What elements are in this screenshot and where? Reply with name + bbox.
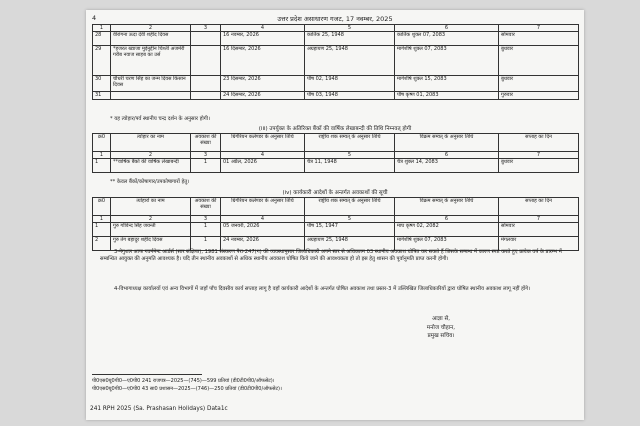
table-header-cell: सप्ताह का दिन: [499, 198, 579, 216]
table-header-cell: ग्रिगेरियन कलेण्डर के अनुसार तिथि: [221, 134, 305, 152]
table-cell: मंगलवार: [499, 237, 579, 251]
table-cell: अग्रहायण 25, 1948: [305, 46, 395, 76]
table-number-row: [93, 152, 579, 159]
table-cell: गुरुवार: [499, 92, 579, 100]
gazette-title: उत्तर प्रदेश असाधारण गजट, 17 नवम्बर, 2025: [277, 15, 393, 23]
table-header-cell: राष्ट्रीय शक सम्वत् के अनुसार तिथि: [305, 198, 395, 216]
table-row: [93, 32, 579, 46]
table-cell: 2: [111, 216, 191, 223]
table-cell: 1: [93, 216, 111, 223]
table-cell: 2: [93, 237, 111, 251]
table-cell: चैत्र शुक्ल 14, 2083: [395, 159, 499, 173]
table-cell: पौष कृष्ण 01, 2083: [395, 92, 499, 100]
table-cell: 5: [305, 152, 395, 159]
footer-divider: [92, 374, 202, 375]
table-cell: बुधवार: [499, 76, 579, 92]
footnote-banks-only: ** केवल बैंकों/कोषागार/उपकोषागारों हेतु।: [110, 179, 190, 185]
table-cell: 23 दिसम्बर, 2026: [221, 76, 305, 92]
table-cell: 7: [499, 152, 579, 159]
gazette-page: [86, 10, 584, 420]
table-header-cell: अवकाश की संख्या: [191, 198, 221, 216]
table-cell: 3: [191, 25, 221, 32]
table-row: [93, 223, 579, 237]
table-cell: बुधवार: [499, 159, 579, 173]
table-cell: *हजरत ख्वाजा मुईनुद्दीन चिश्ती अजमेरी गरीब नवाज साहब का उर्स: [111, 46, 191, 76]
holiday-table-continued: [92, 24, 579, 100]
table-cell: बुधवार: [499, 46, 579, 76]
table-header-cell: विक्रम सम्वत् के अनुसार तिथि: [395, 134, 499, 152]
table-header-cell: क्र0: [93, 198, 111, 216]
table-row: [93, 46, 579, 76]
table-header-cell: त्योहारों का नाम: [111, 198, 191, 216]
table-number-row: [93, 25, 579, 32]
table-cell: 4: [221, 152, 305, 159]
table-number-row: [93, 216, 579, 223]
table-cell: वीरांगना ऊदा देवी शहीद दिवस: [111, 32, 191, 46]
print-details-2: पी0एस0यू0पी0—ए0पी0 43 सा0 प्रशासन—2025—(746)—250 प्रतियां (डी0टी0पी0/ऑफसेट)।: [92, 386, 282, 392]
table-header-row: [93, 198, 579, 216]
table-cell: 3: [191, 216, 221, 223]
table-cell: 01 अप्रैल, 2026: [221, 159, 305, 173]
table-cell: 6: [395, 25, 499, 32]
paragraph-4-five-day-week: 4-विभागाध्यक्ष कार्यालयों एवं अन्य विभागों में जहाँ पाँच दिवसीय कार्य सप्ताह लागू है वहाँ कार्यकारी आदेशों के अन्तर्गत घोषित अवकाश तथा प्रस्तर-3 में उल्लिखित जिलाधिकारियों द्वारा घोषित स्थानीय अवकाश लागू नहीं होंगे।: [114, 286, 531, 292]
table-header-row: [93, 134, 579, 152]
table-cell: सोमवार: [499, 32, 579, 46]
section-title-bank-closing: (iii) उपर्युक्त के अतिरिक्त बैंकों की वार्षिक लेखाबन्दी की तिथि निम्नवत् होगी: [258, 126, 412, 132]
section-title-executive-orders: (iv) कार्यकारी आदेशों के अन्तर्गत अवकाशों की सूची: [282, 190, 388, 196]
print-details-1: पी0एस0यू0पी0—ए0पी0 241 राजपत्र—2025—(745)—599 प्रतियां (डी0टी0पी0/ऑफसेट)।: [92, 378, 275, 384]
table-cell: 2: [111, 152, 191, 159]
document-imprint: 241 RPH 2025 (Sa. Prashasan Holidays) Data1c: [90, 406, 228, 412]
table-cell: पौष 15, 1947: [305, 223, 395, 237]
table-cell: [191, 32, 221, 46]
table-header-cell: ग्रिगेरियन कलेण्डर के अनुसार तिथि: [221, 198, 305, 216]
table-cell: 7: [499, 216, 579, 223]
signatory-name: मनोज चौहान,: [426, 324, 456, 331]
table-row: [93, 76, 579, 92]
table-cell: 1: [93, 223, 111, 237]
table-cell: 7: [499, 25, 579, 32]
table-cell: [191, 92, 221, 100]
table-cell: 6: [395, 216, 499, 223]
signature-block: [406, 315, 476, 341]
page-number: 4: [92, 14, 97, 22]
table-cell: 1: [191, 159, 221, 173]
table-row: [93, 159, 579, 173]
table-cell: अग्रहायण 25, 1948: [305, 237, 395, 251]
table-cell: चौधरी चरण सिंह का जन्म दिवस किसान दिवस: [111, 76, 191, 92]
table-cell: मार्गशीर्ष शुक्ल 07, 2083: [395, 46, 499, 76]
table-cell: कार्तिक शुक्ल 07, 2083: [395, 32, 499, 46]
table-cell: 4: [221, 216, 305, 223]
table-cell: 1: [191, 223, 221, 237]
bank-closing-table: [92, 133, 579, 173]
table-cell: मार्गशीर्ष शुक्ल 15, 2083: [395, 76, 499, 92]
table-cell: मार्गशीर्ष शुक्ल 07, 2083: [395, 237, 499, 251]
signature-order-line: आज्ञा से,: [431, 316, 451, 322]
table-header-cell: सप्ताह का दिन: [499, 134, 579, 152]
table-cell: 05 जनवरी, 2026: [221, 223, 305, 237]
table-cell: 16 दिसम्बर, 2026: [221, 46, 305, 76]
table-cell: पौष 02, 1948: [305, 76, 395, 92]
table-cell: गुरु तेग बहादुर शहीद दिवस: [111, 237, 191, 251]
footnote-moon-sighting: * यह त्योहार/पर्व स्थानीय चन्द्र दर्शन के अनुसार होगी।: [110, 116, 210, 122]
table-cell: 28: [93, 32, 111, 46]
table-cell: **वार्षिक बैंकों की वार्षिक लेखाबन्दी: [111, 159, 191, 173]
table-cell: 5: [305, 216, 395, 223]
table-cell: गुरु गोविन्द सिंह जयन्ती: [111, 223, 191, 237]
table-cell: 4: [221, 25, 305, 32]
table-header-cell: विक्रम सम्वत् के अनुसार तिथि: [395, 198, 499, 216]
table-cell: 6: [395, 152, 499, 159]
table-cell: 30: [93, 76, 111, 92]
table-cell: 1: [191, 237, 221, 251]
table-cell: [191, 46, 221, 76]
table-cell: सोमवार: [499, 223, 579, 237]
table-cell: 5: [305, 25, 395, 32]
table-cell: 3: [191, 152, 221, 159]
table-cell: 1: [93, 152, 111, 159]
table-cell: चैत्र 11, 1948: [305, 159, 395, 173]
table-cell: 16 नवम्बर, 2026: [221, 32, 305, 46]
table-cell: 1: [93, 159, 111, 173]
table-header-cell: अवकाश की संख्या: [191, 134, 221, 152]
paragraph-3-local-holidays: 3-नेगुशल आफ गवर्नमेन्ट आर्डर्स (सार संक्षिप्त), 1981 संस्करण पैरा-247(ग) की व्यवस्थानुसार जिलाधिकारी अपने स्तर से अधिकतम 03 स्थानीय अवकाश घोषित कर सकते हैं जिसके सम्बन्ध में कारण स्पष्ट करते हुए प्रत्येक वर्ष के प्रारम्भ में सम्बन्धित आयुक्त की अनुमति आवश्यक है। यदि तीन स्थानीय अवकाशों से अधिक स्थानीय अवकाश घोषित किये जाने की आवश्यकता हो तो इस हेतु शासन की पूर्वानुमति प्राप्त करनी होगी।: [100, 249, 562, 263]
table-cell: कार्तिक 25, 1948: [305, 32, 395, 46]
table-cell: [111, 92, 191, 100]
table-cell: 29: [93, 46, 111, 76]
table-cell: माघ कृष्ण 02, 2082: [395, 223, 499, 237]
table-header-cell: क्र0: [93, 134, 111, 152]
table-cell: 1: [93, 25, 111, 32]
table-cell: 31: [93, 92, 111, 100]
table-row: [93, 92, 579, 100]
table-header-cell: राष्ट्रीय शक सम्वत् के अनुसार तिथि: [305, 134, 395, 152]
table-cell: 2: [111, 25, 191, 32]
table-header-cell: त्योहार का नाम: [111, 134, 191, 152]
table-cell: पौष 03, 1948: [305, 92, 395, 100]
signatory-designation: प्रमुख सचिव।: [427, 333, 455, 339]
executive-holidays-table: [92, 197, 579, 251]
table-cell: 24 नवम्बर, 2026: [221, 237, 305, 251]
table-cell: [191, 76, 221, 92]
table-cell: 24 दिसम्बर, 2026: [221, 92, 305, 100]
